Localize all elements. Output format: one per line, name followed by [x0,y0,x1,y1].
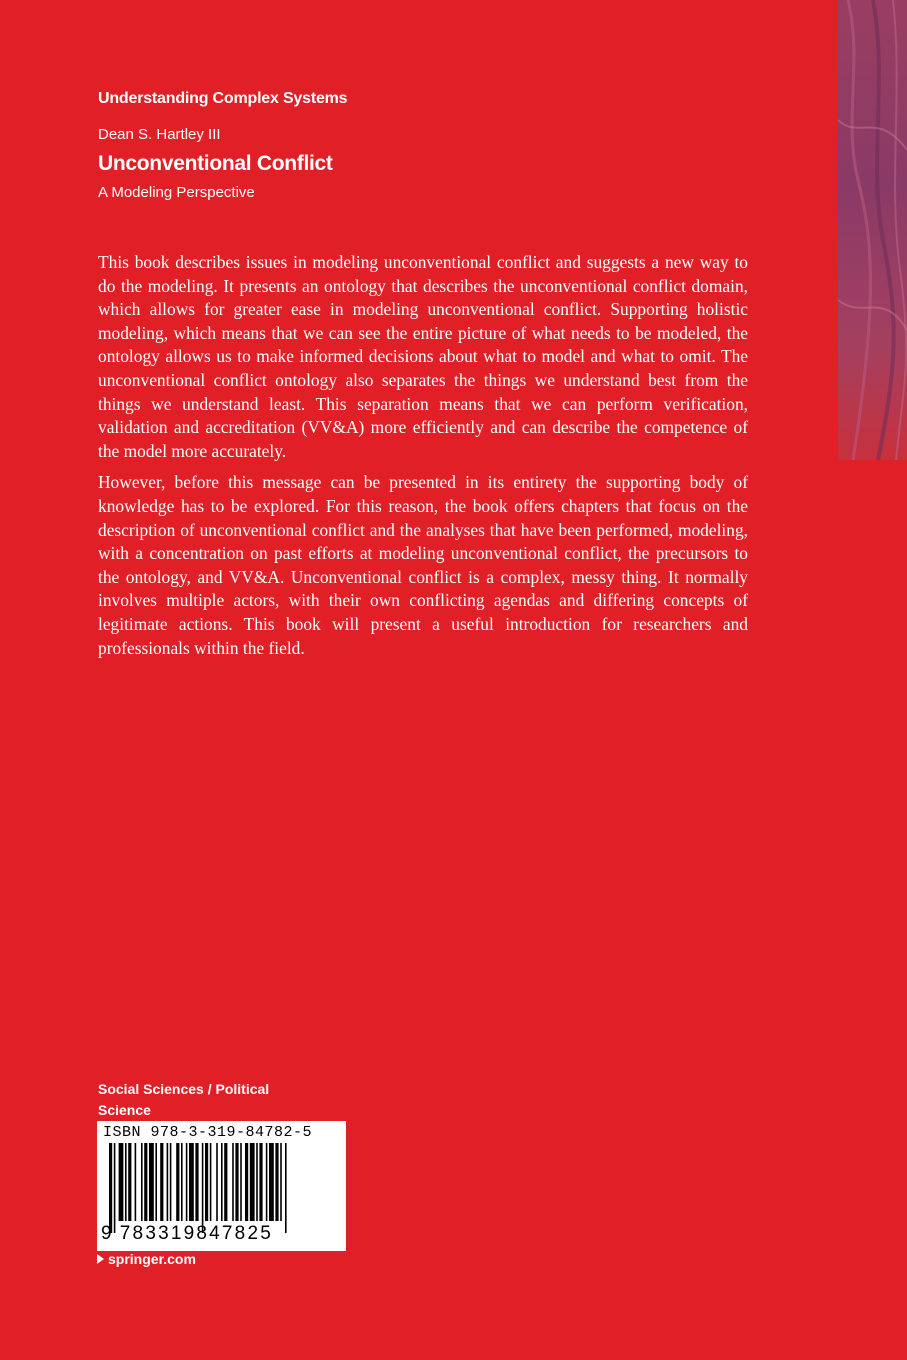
barcode-bar [176,1143,179,1221]
description-paragraph: However, before this message can be presented in its entirety the supporting body of knowledge has to be explored. For this reason, the book offers chapters that focus on the description of unconventional conflict and the analyses that have been performed, modeling, with a concentration on past efforts at modeling unconventional conflict, the precursors to the ontology, and VV&A. Unconventional conflict is a complex, messy thing. It normally involves multiple actors, with their own conflicting agendas and differing concepts of legitimate actions. This book will present a useful introduction for researchers and professionals within the field. [98,472,748,658]
barcode-bar [144,1143,147,1221]
publisher-url: springer.com [108,1251,196,1267]
series-title: Understanding Complex Systems [98,90,348,107]
barcode-bar [125,1143,127,1221]
book-title: Unconventional Conflict [98,152,333,175]
cover-art-pattern [838,0,907,460]
barcode-bar [224,1143,227,1221]
barcode-bar [189,1143,194,1221]
description-paragraph: This book describes issues in modeling unconventional conflict and suggests a new way to do the modeling. It presents an ontology that describes the unconventional conflict domain, which allows for greater ease in modeling unconventional conflict. Supporting holistic modeling, which means that we can see the entire picture of what needs to be modeled, the ontology allows us to make informed decisions about what to model and what to omit. The unconventional conflict ontology also separates the things we understand best from the things we understand least. This separation means that we can perform verification, validation and accreditation (VV&A) more efficiently and can describe the competence of the model more accurately. [98,252,748,461]
barcode-bars [109,1143,335,1233]
barcode-bar [266,1143,268,1221]
cover-art-strip [838,0,907,460]
barcode-bar [221,1143,223,1221]
author-name: Dean S. Hartley III [98,126,221,143]
barcode-bar [256,1143,258,1221]
isbn-barcode [97,1121,346,1251]
barcode-bar [232,1143,234,1221]
barcode-bar [149,1143,154,1221]
barcode-bar [280,1143,282,1221]
barcode-remaining-digits: 783319847825 [119,1223,273,1244]
barcode-bar [114,1143,116,1233]
isbn-label: ISBN 978-3-319-84782-5 [103,1124,313,1141]
barcode-bar [128,1143,131,1221]
barcode-first-digit: 9 [101,1223,114,1244]
barcode-bar [181,1143,183,1221]
barcode-bar [135,1143,137,1221]
barcode-bar [155,1143,157,1221]
barcode-bar [205,1143,208,1221]
barcode-bar [235,1143,238,1221]
barcode-bar [160,1143,163,1221]
barcode-bar [109,1143,112,1233]
arrow-right-icon [97,1254,104,1264]
barcode-bar [141,1143,143,1221]
publisher-link[interactable] [97,1251,196,1267]
barcode-bar [240,1143,242,1221]
barcode-bar [250,1143,255,1221]
book-subtitle: A Modeling Perspective [98,184,255,201]
barcode-bar [259,1143,262,1221]
barcode-bar [269,1143,274,1221]
barcode-bar [285,1143,287,1233]
barcode-bar [119,1143,124,1221]
barcode-bar [245,1143,248,1221]
barcode-bar [170,1143,172,1221]
barcode-digits [101,1223,341,1245]
book-description [98,251,748,668]
barcode-bar [186,1143,188,1221]
barcode-bar [210,1143,212,1221]
barcode-bar [216,1143,218,1221]
barcode-bar [202,1143,204,1233]
barcode-bar [275,1143,278,1221]
barcode-bar [167,1143,169,1221]
barcode-bar [195,1143,198,1221]
subject-category: Social Sciences / Political Science [98,1081,270,1118]
